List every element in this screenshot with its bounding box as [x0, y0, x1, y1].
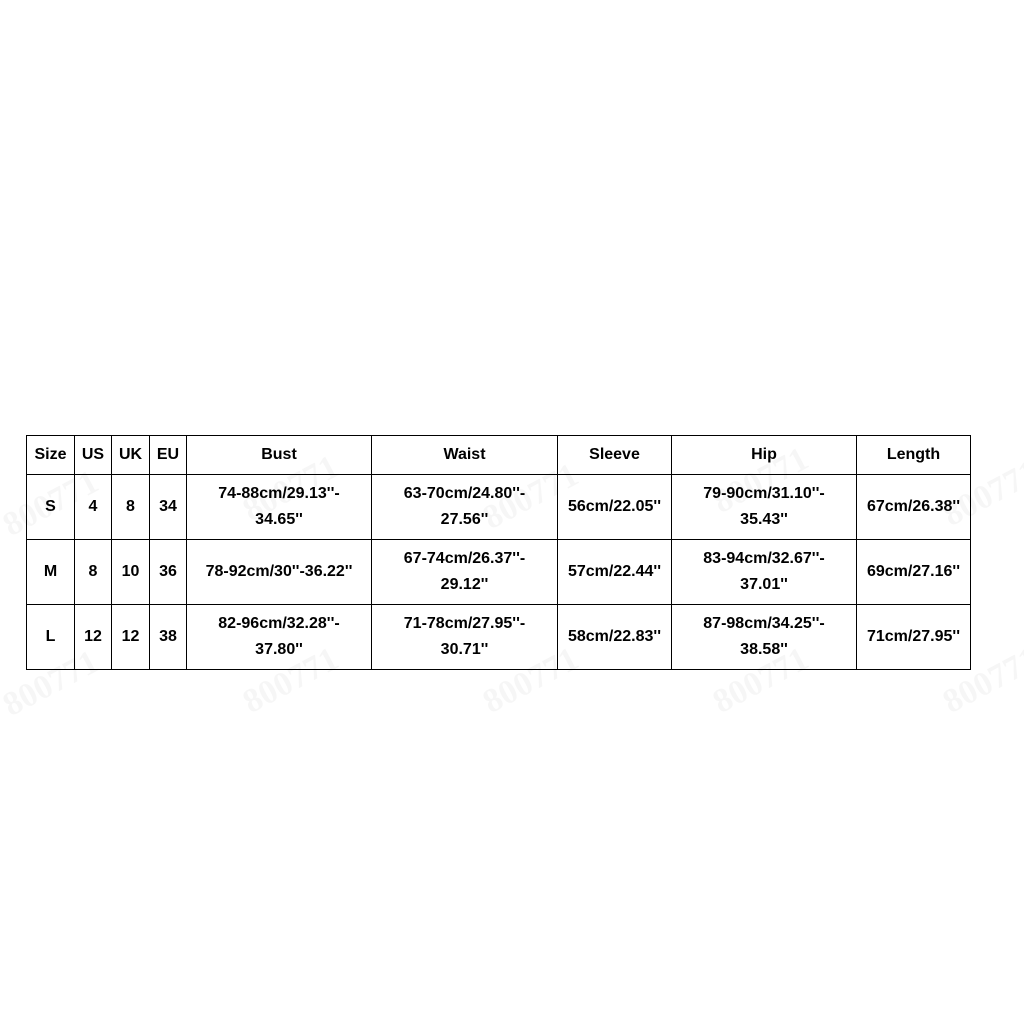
cell-line: 83-94cm/32.67''- [703, 550, 825, 567]
cell-line: 67-74cm/26.37''- [403, 550, 526, 567]
cell-line: 27.56'' [440, 511, 489, 528]
header-waist: Waist [372, 436, 558, 475]
header-sleeve: Sleeve [558, 436, 672, 475]
cell-line: 74-88cm/29.13''- [218, 485, 340, 502]
cell-waist [372, 475, 558, 540]
cell-line: 37.80'' [255, 641, 303, 658]
cell-line: 82-96cm/32.28''- [218, 615, 340, 632]
cell-bust [187, 475, 372, 540]
cell-waist [372, 605, 558, 670]
cell-length: 67cm/26.38'' [857, 475, 971, 540]
header-uk: UK [112, 436, 150, 475]
cell-line: 35.43'' [740, 511, 788, 528]
cell-line: 38.58'' [740, 641, 788, 658]
cell-line: 34.65'' [255, 511, 303, 528]
cell-line: 78-92cm/30''-36.22'' [205, 563, 353, 580]
cell-us: 4 [75, 475, 112, 540]
cell-sleeve: 56cm/22.05'' [558, 475, 672, 540]
size-chart-table [26, 435, 971, 670]
cell-size: M [27, 540, 75, 605]
cell-hip [672, 475, 857, 540]
table-row [27, 605, 971, 670]
header-hip: Hip [672, 436, 857, 475]
cell-hip [672, 540, 857, 605]
cell-us: 12 [75, 605, 112, 670]
table-row [27, 475, 971, 540]
cell-line: 30.71'' [440, 641, 489, 658]
header-length: Length [857, 436, 971, 475]
cell-waist [372, 540, 558, 605]
cell-eu: 36 [150, 540, 187, 605]
cell-line: 71-78cm/27.95''- [403, 615, 526, 632]
header-bust: Bust [187, 436, 372, 475]
table-header-row [27, 436, 971, 475]
cell-size: L [27, 605, 75, 670]
cell-uk: 10 [112, 540, 150, 605]
cell-uk: 12 [112, 605, 150, 670]
cell-length: 71cm/27.95'' [857, 605, 971, 670]
cell-eu: 34 [150, 475, 187, 540]
cell-sleeve: 58cm/22.83'' [558, 605, 672, 670]
cell-hip [672, 605, 857, 670]
cell-bust [187, 540, 372, 605]
table-row [27, 540, 971, 605]
cell-length: 69cm/27.16'' [857, 540, 971, 605]
cell-line: 87-98cm/34.25''- [703, 615, 825, 632]
header-us: US [75, 436, 112, 475]
cell-line: 29.12'' [440, 576, 489, 593]
cell-line: 63-70cm/24.80''- [403, 485, 526, 502]
cell-bust [187, 605, 372, 670]
header-size: Size [27, 436, 75, 475]
cell-line: 79-90cm/31.10''- [703, 485, 825, 502]
cell-sleeve: 57cm/22.44'' [558, 540, 672, 605]
cell-eu: 38 [150, 605, 187, 670]
header-eu: EU [150, 436, 187, 475]
cell-line: 37.01'' [740, 576, 788, 593]
cell-size: S [27, 475, 75, 540]
cell-uk: 8 [112, 475, 150, 540]
cell-us: 8 [75, 540, 112, 605]
